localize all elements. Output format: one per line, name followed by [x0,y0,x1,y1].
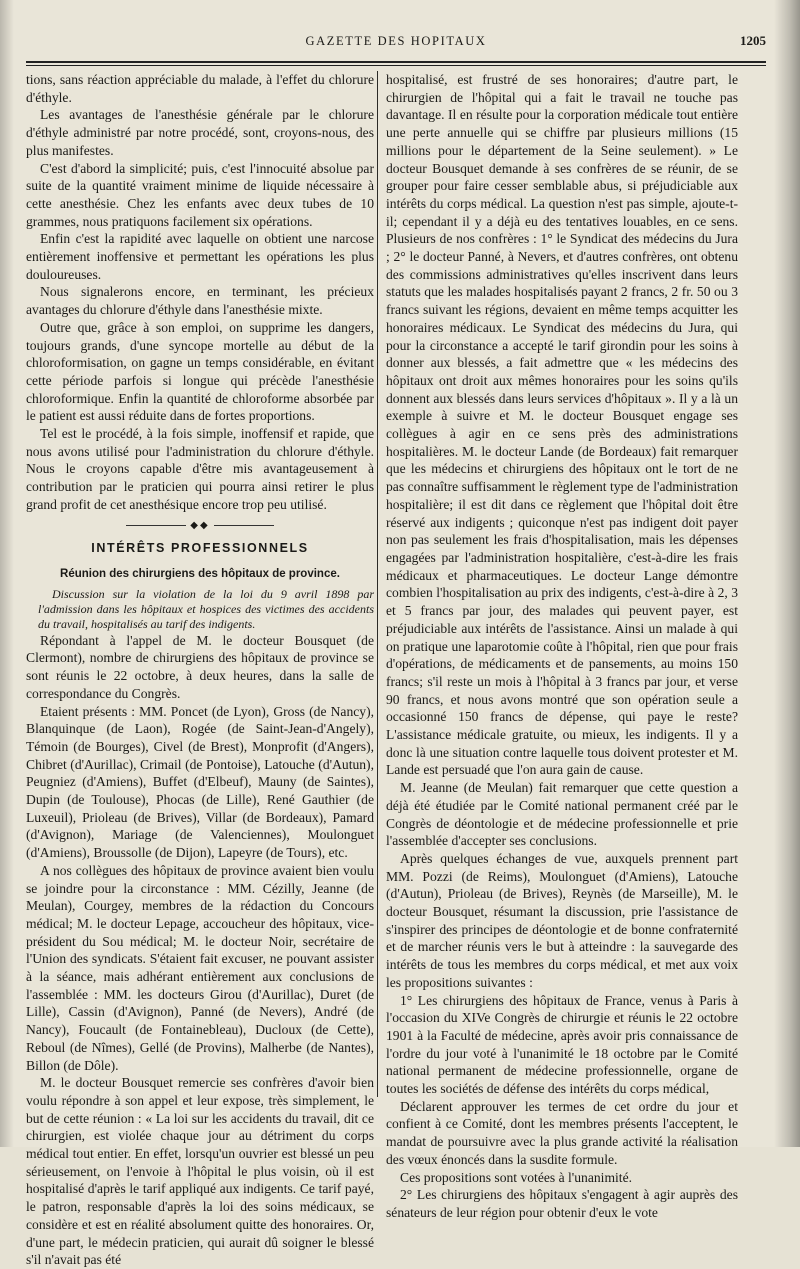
page-gutter-shadow [0,0,14,1147]
paragraph: C'est d'abord la simplicité; puis, c'est l'innocuité absolue par suite de la quantité vraiment minime de liquide nécessaire à cette anesthésie. Chez les enfants avec deux tubes de 10 grammes, nous pratiquons facilement six opérations. [26,160,374,229]
paragraph: Tel est le procédé, à la fois simple, inoffensif et rapide, que nous avons utilisé pour l'administration du chlorure d'éthyle. Nous le croyons capable d'être mis avantageusement à contribution par le praticien qui pourra ainsi retirer le plus grand profit de cet anesthésique encore trop peu utilisé. [26,426,374,512]
paragraph: 2° Les chirurgiens des hôpitaux s'engagent à agir auprès des sénateurs de leur région pour obtenir d'eux le vote [386,1187,738,1220]
paragraph: hospitalisé, est frustré de ses honoraires; d'autre part, le chirurgien de l'hôpital qui a fait le travail ne touche pas davantage. Il en résulte pour la corporation médicale tout entière une perte annuelle qui se chiffre par plusieurs millions (15 millions pour le département de la Seine seulement). » Le docteur Bousquet demande à ses confrères de se réunir, de se grouper pour faire cesser semblable abus, si préjudiciable aux intérêts du corps médical. La question n'est pas simple, ajoute-t-il; cependant il y a déjà eu des tentatives louables, en ce sens. Plusieurs de nos confrères : 1° le Syndicat des médecins du Jura ; 2° le docteur Panné, à Nevers, et d'autres confrères, ont obtenu des commissions administratives qu'elles inscrivent dans leurs statuts que les malades hospitalisés payant 2 francs, 2 fr. 50 ou 3 francs suivant les régions, devaient en même temps acquitter les honoraires médicaux. Le Syndicat des médecins du Jura, qui pour la circonstance a accepté le tarif girondin pour les soins à donner aux blessés, a fait admettre que « les médecins des hôpitaux ont droit aux mêmes honoraires pour les soins qu'ils donnent aux blessés dans leurs services d'hôpitaux ». Il y a là un exemple à suivre et M. le docteur Bousquet engage ses collègues à agir en ce sens près des administrations hospitalières. M. le docteur Lande (de Bordeaux) fait remarquer que les médecins et chirurgiens des hôpitaux ont le tort de ne pas connaître suffisamment le règlement type de l'administration hospitalière; il est dit dans ce règlement que l'hôpital doit être réservé aux indigents ; quiconque n'est pas indigent doit payer non pas seulement les frais d'hospitalisation, mais les dépenses engagées par l'administration hospitalière, c'est-à-dire les frais médicaux et pharmaceutiques. Le docteur Lange démontre combien l'hospitalisation au prix des indigents, c'est-à-dire à 2, 3 et 5 francs par jour, des malades qui peuvent payer, est préjudiciable aux intérêts de l'assistance. Ainsi un malade à qui on pratique une laparotomie coûte à l'hôpital, rien que pour frais d'opérations, de médicaments et de pansements, au moins 150 francs; s'il reste un mois à l'hôpital à 3 francs par jour, et verse 90 francs, et nous avons montré que son opération seule a occasionné 150 francs de dépense, qui paye le reste? L'assistance médicale gratuite, ou mieux, les indigents. Il y a donc là une situation contre laquelle tous doivent protester et M. Lande est persuadé que l'on aura gain de cause. [386,72,738,778]
paragraph: M. le docteur Bousquet remercie ses confrères d'avoir bien voulu répondre à son appel et leur expose, très simplement, le but de cette réunion : « La loi sur les accidents du travail, dit ce chirurgien, est violée chaque jour au détriment du corps médical tout entier. En effet, lorsqu'un ouvrier est blessé un peu sérieusement, on l'envoie à l'hôpital le plus voisin, où il est hospitalisé d'après le tarif appliqué aux indigents. Ce tarif payé, le patron, responsable d'après la loi des soins médicaux, se considère et est en réalité absolument quitte des honoraires. Or, d'une part, le médecin praticien, qui aurait dû soigner le blessé s'il n'avait pas été [26,1075,374,1268]
paragraph: Etaient présents : MM. Poncet (de Lyon), Gross (de Nancy), Blanquinque (de Laon), Rogée (de Saint-Jean-d'Angely), Témoin (de Bourges), Civel (de Brest), Monprofit (d'Angers), Chibret (d'Aurillac), Crimail (de Pontoise), Latouche (d'Autun), Peugniez (d'Amiens), Buffet (d'Elbeuf), Mauny (de Saintes), Dupin (de Toulouse), Phocas (de Lille), René Gauthier (de Luxeuil), Prioleau (de Brives), Villar (de Bordeaux), Pamard (d'Avignon), Mariage (de Valenciennes), Moulonguet (d'Amiens), Broussolle (de Dijon), Lapeyre (de Tours), etc. [26,703,374,861]
paragraph: tions, sans réaction appréciable du malade, à l'effet du chlorure d'éthyle. [26,72,374,105]
page-header [26,30,766,60]
journal-title: GAZETTE DES HOPITAUX [305,34,487,48]
paragraph: Après quelques échanges de vue, auxquels prennent part MM. Pozzi (de Reims), Moulonguet (d'Amiens), Latouche (d'Autun), Prioleau (de Brives), Reynès (de Marseille), M. le docteur Bousquet, résumant la discussion, prie l'assistance de s'inspirer des principes de déontologie et de bonne confraternité et de marcher réunis vers le but à atteindre : la sauvegarde des intérêts de tous les membres du corps médical, et met aux voix les propositions suivantes : [386,850,738,990]
page-number: 1205 [740,33,766,48]
column-divider [377,71,378,1097]
paragraph: Déclarent approuver les termes de cet ordre du jour et confient à ce Comité, dont les membres présents l'acceptent, le mandat de poursuivre avec la plus grande activité la réalisation des vœux énoncés dans la susdite formule. [386,1098,738,1167]
section-ornament: ◆◆ [26,517,374,535]
paragraph: Ces propositions sont votées à l'unanimité. [400,1169,633,1185]
article-subtitle: Discussion sur la violation de la loi du 9 avril 1898 par l'admission dans les hôpitaux et hospices des victimes des accidents du travail, hospitalisés au tarif des indigents. [38,586,374,631]
section-title: INTÉRÊTS PROFESSIONNELS [91,541,309,556]
paragraph: Répondant à l'appel de M. le docteur Bousquet (de Clermont), nombre de chirurgiens des hôpitaux de province se sont réunis le 22 octobre, à deux heures, dans la salle de correspondance du Congrès. [26,632,374,701]
article-title: Réunion des chirurgiens des hôpitaux de province. [60,567,340,580]
paragraph: Enfin c'est la rapidité avec laquelle on obtient une narcose entièrement inoffensive et permettant les opérations les plus douloureuses. [26,231,374,282]
paragraph: M. Jeanne (de Meulan) fait remarquer que cette question a déjà été étudiée par le Comité national permanent créé par le Congrès de déontologie et de médecine professionnelle et prie l'assemblée d'accepter ses conclusions. [386,780,738,849]
paragraph: Les avantages de l'anesthésie générale par le chlorure d'éthyle administré par notre procédé, sont, croyons-nous, des plus manifestes. [26,107,374,158]
paragraph: 1° Les chirurgiens des hôpitaux de France, venus à Paris à l'occasion du XIVe Congrès de chirurgie et réunis le 22 octobre 1901 à la Faculté de médecine, après avoir pris connaissance de l'ordre du jour voté à l'unanimité le 18 octobre par le Comité national permanent de médecine professionnelle, organe de toutes les sociétés de défense des intérêts du corps médical, [386,992,738,1097]
paragraph: A nos collègues des hôpitaux de province avaient bien voulu se joindre pour la circonstance : MM. Cézilly, Jeanne (de Meulan), Courgey, membres de la rédaction du Concours médical; M. le docteur Lepage, accoucheur des hôpitaux, vice-président du Sou médical; M. le docteur Noir, secrétaire de l'Union des syndicats. S'étaient fait excuser, ne pouvant assister à la séance, mais adhérant entièrement aux conclusions de l'assemblée : MM. les docteurs Girou (d'Aurillac), Duret (de Lille), Cassin (d'Avignon), Panné (de Nevers), André (de Nancy), Foucault (de Fontainebleau), Ducloux (de Cette), Reboul (de Nîmes), Gellé (de Provins), Malherbe (de Nantes), Billon (de Dôle). [26,862,374,1073]
page-edge-shadow [774,0,800,1147]
paragraph: Nous signalerons encore, en terminant, les précieux avantages du chlorure d'éthyle dans l'anesthésie mixte. [26,284,374,318]
left-column [26,71,374,1269]
right-column [386,71,738,1222]
paragraph: Outre que, grâce à son emploi, on supprime les dangers, toujours grands, d'une syncope mortelle au début de la chloroformisation, on gagne un temps considérable, en évitant cette période parfois si longue qui précède l'anesthésie chloroformique. Enfin la quantité de chloroforme absorbée par le patient est aussi réduite dans de fortes proportions. [26,319,374,424]
header-rule [26,61,766,66]
